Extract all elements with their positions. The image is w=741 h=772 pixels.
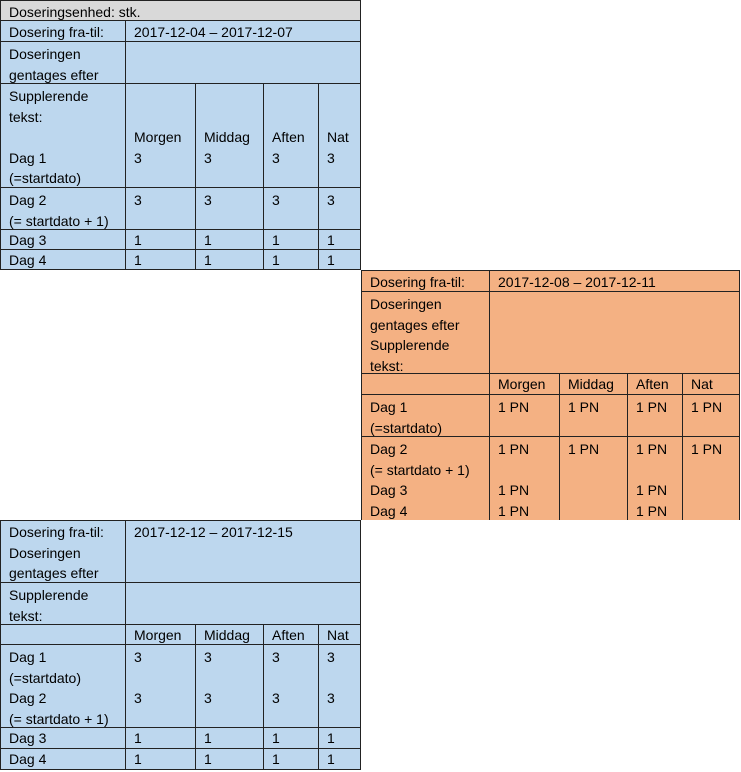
cell-value: 3 <box>319 188 361 230</box>
cell-value: 1 PN <box>628 395 683 437</box>
cell-value: 1 PN <box>560 395 628 437</box>
row-label: Dag 4 <box>0 749 126 770</box>
dosering-value: 2017-12-12 – 2017-12-15 <box>126 520 361 583</box>
dosering-label: Dosering fra-til: <box>361 270 490 292</box>
cell-value: 1 <box>126 728 196 749</box>
cell-value: 1 PN <box>560 437 628 520</box>
cell-value: 1 <box>196 728 264 749</box>
row-label: Dag 1 (=startdato) <box>361 395 490 437</box>
gentages-label: Doseringen gentages efter <box>0 42 126 84</box>
cell-value: 1 PN 1 PN 1 PN <box>490 437 560 520</box>
dosering-value: 2017-12-08 – 2017-12-11 <box>490 270 740 292</box>
col-middag: Middag <box>560 374 628 395</box>
suppl-label: Supplerende tekst: Dag 1 (=startdato) <box>0 84 126 188</box>
col-aften: Aften 3 <box>264 84 319 188</box>
col-morgen: Morgen <box>490 374 560 395</box>
cell-value: 1 PN <box>683 395 740 437</box>
cell-value: 1 <box>126 230 196 250</box>
cell-value: 1 <box>319 728 361 749</box>
cell-value: 1 <box>126 250 196 270</box>
cell-value: 1 <box>196 230 264 250</box>
cell-value: 1 <box>319 749 361 770</box>
row-label: Dag 3 <box>0 728 126 749</box>
cell-value: 1 <box>264 230 319 250</box>
cell-value: 1 <box>196 250 264 270</box>
row-label: Dag 3 <box>0 230 126 250</box>
col-middag: Middag <box>196 625 264 645</box>
cell-value: 3 <box>126 188 196 230</box>
row-label: Dag 2 (= startdato + 1) Dag 3 Dag 4 <box>361 437 490 520</box>
header-corner <box>361 374 490 395</box>
cell-value: 1 <box>264 250 319 270</box>
row-label: Dag 1 (=startdato) Dag 2 (= startdato + 1) <box>0 645 126 728</box>
dosering-label: Dosering fra-til: <box>0 21 126 42</box>
cell-value: 3 3 <box>126 645 196 728</box>
col-morgen: Morgen 3 <box>126 84 196 188</box>
suppl-label: Supplerende tekst: <box>0 583 126 625</box>
cell-value: 3 3 <box>196 645 264 728</box>
cell-value: 3 3 <box>264 645 319 728</box>
dosering-value: 2017-12-04 – 2017-12-07 <box>126 21 361 42</box>
gentages-label: Doseringen gentages efter Supplerende tekst: <box>361 292 490 374</box>
col-aften: Aften <box>264 625 319 645</box>
cell-value: 1 PN <box>683 437 740 520</box>
col-morgen: Morgen <box>126 625 196 645</box>
row-label: Dag 2 (= startdato + 1) <box>0 188 126 230</box>
cell-value: 3 3 <box>319 645 361 728</box>
dosering-label: Dosering fra-til: Doseringen gentages efter <box>0 520 126 583</box>
dosage-unit-header: Doseringsenhed: stk. <box>0 0 361 21</box>
gentages-value <box>490 292 740 374</box>
cell-value: 1 <box>126 749 196 770</box>
cell-value: 1 <box>319 250 361 270</box>
col-aften: Aften <box>628 374 683 395</box>
cell-value: 3 <box>264 188 319 230</box>
cell-value: 1 <box>319 230 361 250</box>
cell-value: 1 PN <box>490 395 560 437</box>
col-nat: Nat <box>683 374 740 395</box>
gentages-value <box>126 42 361 84</box>
cell-value: 1 <box>264 749 319 770</box>
col-nat: Nat 3 <box>319 84 361 188</box>
cell-value: 1 <box>264 728 319 749</box>
header-corner <box>0 625 126 645</box>
col-nat: Nat <box>319 625 361 645</box>
cell-value: 1 PN 1 PN 1 PN <box>628 437 683 520</box>
suppl-value <box>126 583 361 625</box>
cell-value: 1 <box>196 749 264 770</box>
row-label: Dag 4 <box>0 250 126 270</box>
cell-value: 3 <box>196 188 264 230</box>
col-middag: Middag 3 <box>196 84 264 188</box>
